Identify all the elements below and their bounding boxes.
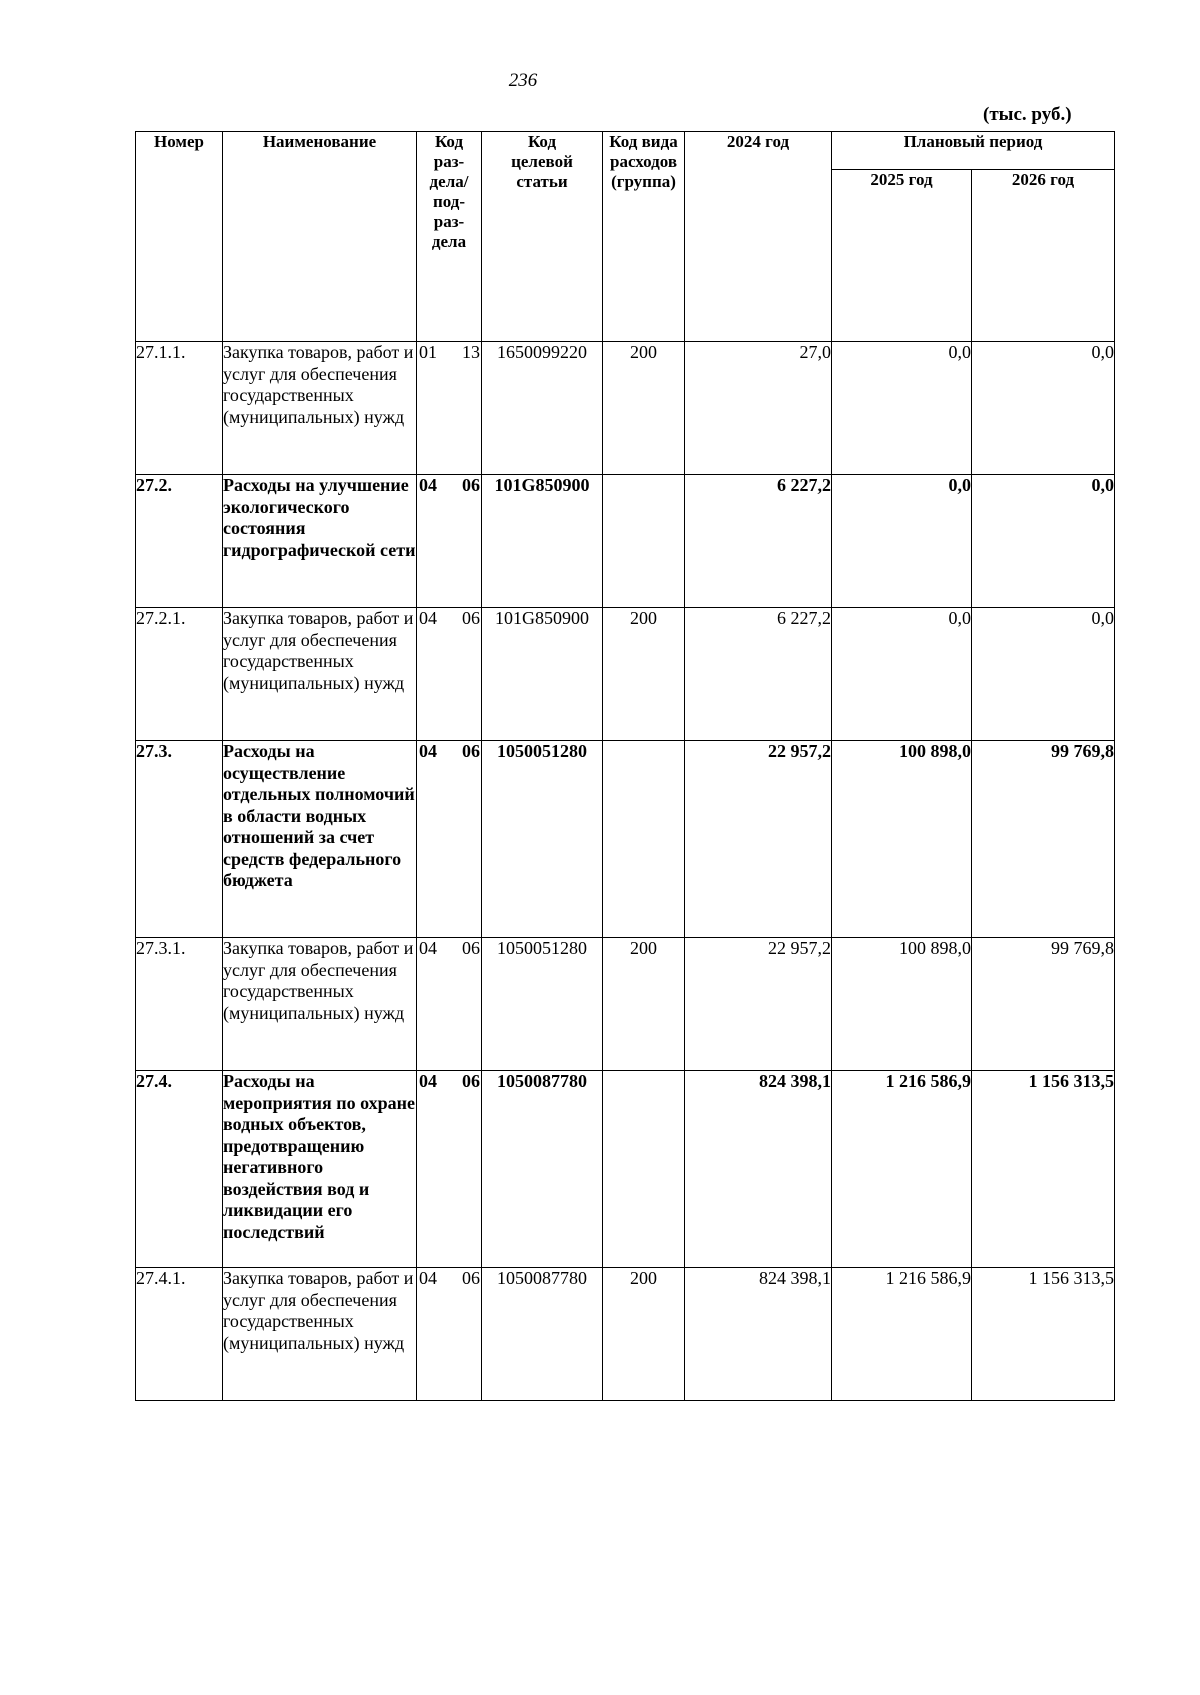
row-value-2025: 1 216 586,9 — [832, 1268, 972, 1401]
row-value-2026: 1 156 313,5 — [972, 1268, 1115, 1401]
header-year-2026: 2026 год — [972, 170, 1115, 342]
row-target-code: 1050087780 — [482, 1071, 603, 1268]
row-subsection: 06 — [462, 938, 480, 958]
row-expense-type — [603, 1071, 685, 1268]
table-header — [136, 132, 1115, 342]
row-number: 27.4. — [136, 1071, 223, 1268]
row-number: 27.3. — [136, 741, 223, 938]
budget-table — [135, 131, 1115, 1401]
row-section: 04 — [419, 1071, 437, 1091]
row-subsection: 06 — [462, 608, 480, 628]
row-section-code — [417, 741, 482, 938]
row-section-code — [417, 475, 482, 608]
page-number: 236 — [508, 70, 538, 91]
row-target-code: 1650099220 — [482, 342, 603, 475]
row-value-2024: 6 227,2 — [685, 475, 832, 608]
row-value-2024: 824 398,1 — [685, 1071, 832, 1268]
row-value-2026: 99 769,8 — [972, 938, 1115, 1071]
header-year-2024: 2024 год — [685, 132, 832, 342]
row-name: Расходы на осуществление отдельных полномочий в области водных отношений за счет средств федерального бюджета — [223, 741, 417, 938]
row-value-2025: 0,0 — [832, 342, 972, 475]
row-subsection: 06 — [462, 1268, 480, 1288]
row-number: 27.2.1. — [136, 608, 223, 741]
table-row — [136, 475, 1115, 608]
row-section: 01 — [419, 342, 437, 362]
row-target-code: 1050087780 — [482, 1268, 603, 1401]
row-value-2026: 99 769,8 — [972, 741, 1115, 938]
row-name: Закупка товаров, работ и услуг для обеспечения государственных (муниципальных) нужд — [223, 938, 417, 1071]
row-target-code: 101G850900 — [482, 475, 603, 608]
header-name: Наименование — [223, 132, 417, 342]
table-row — [136, 938, 1115, 1071]
row-target-code: 101G850900 — [482, 608, 603, 741]
row-target-code: 1050051280 — [482, 938, 603, 1071]
row-name: Закупка товаров, работ и услуг для обеспечения государственных (муниципальных) нужд — [223, 342, 417, 475]
row-name: Закупка товаров, работ и услуг для обеспечения государственных (муниципальных) нужд — [223, 1268, 417, 1401]
row-subsection: 06 — [462, 741, 480, 761]
header-section-code: Код раз-дела/ под-раз-дела — [417, 132, 482, 342]
row-value-2025: 100 898,0 — [832, 938, 972, 1071]
table-row — [136, 608, 1115, 741]
row-value-2026: 0,0 — [972, 475, 1115, 608]
header-target-code: Код целевой статьи — [482, 132, 603, 342]
row-value-2025: 0,0 — [832, 475, 972, 608]
row-number: 27.4.1. — [136, 1268, 223, 1401]
row-expense-type: 200 — [603, 938, 685, 1071]
header-planned-period: Плановый период — [832, 132, 1115, 170]
row-section-code — [417, 342, 482, 475]
table-row — [136, 741, 1115, 938]
row-expense-type — [603, 741, 685, 938]
units-label: (тыс. руб.) — [983, 104, 1072, 125]
row-number: 27.2. — [136, 475, 223, 608]
row-expense-type: 200 — [603, 608, 685, 741]
row-number: 27.3.1. — [136, 938, 223, 1071]
row-value-2025: 1 216 586,9 — [832, 1071, 972, 1268]
row-value-2024: 22 957,2 — [685, 938, 832, 1071]
row-value-2026: 0,0 — [972, 608, 1115, 741]
row-section: 04 — [419, 741, 437, 761]
table-row — [136, 342, 1115, 475]
row-subsection: 13 — [462, 342, 480, 362]
row-section-code — [417, 608, 482, 741]
row-value-2026: 1 156 313,5 — [972, 1071, 1115, 1268]
row-name: Расходы на мероприятия по охране водных объектов, предотвращению негативного воздействия вод и ликвидации его последствий — [223, 1071, 417, 1268]
row-name: Закупка товаров, работ и услуг для обеспечения государственных (муниципальных) нужд — [223, 608, 417, 741]
table-row — [136, 1071, 1115, 1268]
row-expense-type: 200 — [603, 1268, 685, 1401]
row-name: Расходы на улучшение экологического состояния гидрографической сети — [223, 475, 417, 608]
row-value-2024: 22 957,2 — [685, 741, 832, 938]
row-section-code — [417, 938, 482, 1071]
row-value-2026: 0,0 — [972, 342, 1115, 475]
row-number: 27.1.1. — [136, 342, 223, 475]
row-value-2024: 27,0 — [685, 342, 832, 475]
row-section: 04 — [419, 608, 437, 628]
row-expense-type: 200 — [603, 342, 685, 475]
row-value-2025: 0,0 — [832, 608, 972, 741]
header-expense-type: Код вида расходов (группа) — [603, 132, 685, 342]
row-subsection: 06 — [462, 1071, 480, 1091]
table-row — [136, 1268, 1115, 1401]
table-body — [136, 342, 1115, 1401]
header-year-2025: 2025 год — [832, 170, 972, 342]
row-target-code: 1050051280 — [482, 741, 603, 938]
row-section-code — [417, 1268, 482, 1401]
header-number: Номер — [136, 132, 223, 342]
row-section-code — [417, 1071, 482, 1268]
row-value-2024: 824 398,1 — [685, 1268, 832, 1401]
row-section: 04 — [419, 1268, 437, 1288]
row-expense-type — [603, 475, 685, 608]
row-subsection: 06 — [462, 475, 480, 495]
row-section: 04 — [419, 475, 437, 495]
row-value-2025: 100 898,0 — [832, 741, 972, 938]
row-section: 04 — [419, 938, 437, 958]
row-value-2024: 6 227,2 — [685, 608, 832, 741]
